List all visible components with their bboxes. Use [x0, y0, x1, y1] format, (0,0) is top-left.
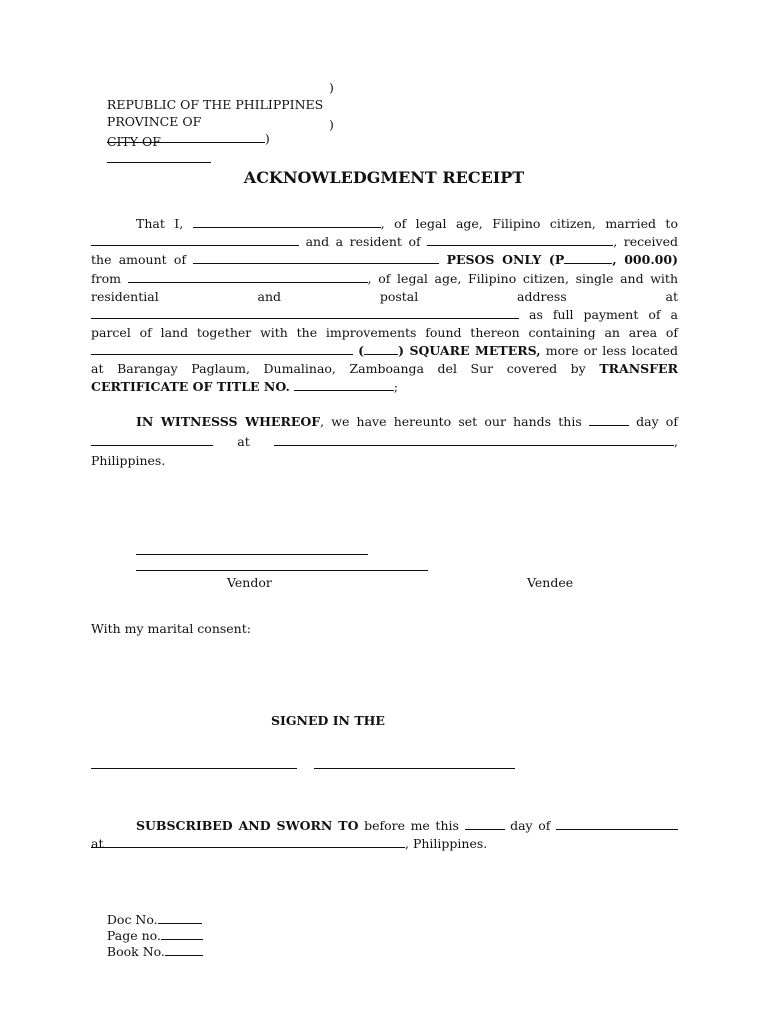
- body-text: , of legal age, Filipino citizen, married to: [380, 216, 678, 231]
- page-no-label: Page no.: [106, 928, 161, 943]
- jurat-text: SUBSCRIBED AND SWORN TO: [136, 818, 359, 833]
- buyer-name-blank[interactable]: [128, 272, 368, 283]
- header-paren-1: ): [329, 80, 334, 95]
- body-line-6: [91, 306, 678, 324]
- body-text: as full payment of a: [529, 307, 678, 322]
- jurat-text: at: [91, 836, 104, 851]
- jurat-text: before me this: [364, 818, 459, 833]
- witness-line-3: Philippines.: [91, 453, 166, 468]
- witness-text: ,: [674, 434, 678, 449]
- body-text: and a resident of: [305, 234, 421, 249]
- witness-place-blank[interactable]: [274, 435, 674, 446]
- witness-line-2: [91, 433, 678, 451]
- republic-label: REPUBLIC OF THE PHILIPPINES: [106, 97, 324, 112]
- body-text: That I,: [136, 216, 184, 231]
- body-text: the amount of: [91, 252, 187, 267]
- body-line-4: [91, 270, 678, 288]
- body-line-7: parcel of land together with the improvements found thereon containing an area of: [91, 325, 678, 340]
- jurat-line-2: [91, 835, 678, 853]
- jurat-month-blank[interactable]: [556, 819, 678, 830]
- amount-figure-blank[interactable]: [564, 253, 612, 264]
- body-line-3: [91, 251, 678, 269]
- body-text: , 000.00): [612, 252, 678, 267]
- body-text: , of legal age, Filipino citizen, single and with: [367, 271, 678, 286]
- book-no-blank[interactable]: [165, 945, 203, 956]
- jurat-text: day of: [510, 818, 551, 833]
- body-line-5: residential and postal address at: [91, 289, 678, 304]
- city-label: CITY OF: [106, 134, 161, 149]
- jurat-place-blank[interactable]: [91, 837, 405, 848]
- residence-blank[interactable]: [427, 235, 613, 246]
- signature-line-1[interactable]: [136, 554, 368, 555]
- jurat-day-blank[interactable]: [465, 819, 505, 830]
- header-paren-3: ): [329, 117, 334, 132]
- province-label: PROVINCE OF: [106, 114, 202, 129]
- witness-signature-line-1[interactable]: [91, 768, 297, 769]
- witness-text: day of: [636, 414, 678, 429]
- witness-month-blank[interactable]: [91, 435, 213, 446]
- document-title: ACKNOWLEDGMENT RECEIPT: [243, 168, 525, 187]
- province-paren: ): [264, 131, 270, 146]
- witness-text: at: [237, 434, 250, 449]
- body-text: more or less located: [545, 343, 678, 358]
- body-line-9: [91, 360, 678, 378]
- tct-number-blank[interactable]: [294, 380, 394, 391]
- witness-text: IN WITNESSS WHEREOF: [136, 414, 321, 429]
- body-text: PESOS ONLY (P: [446, 252, 565, 267]
- body-line-8: [91, 342, 678, 360]
- witness-line-1: [91, 413, 678, 431]
- city-blank[interactable]: [107, 152, 211, 163]
- body-line-2: [91, 233, 678, 251]
- address-blank[interactable]: [91, 308, 519, 319]
- marital-consent-label: With my marital consent:: [91, 621, 251, 636]
- vendee-label: Vendee: [527, 575, 574, 590]
- name-blank[interactable]: [193, 217, 381, 228]
- body-text: ) SQUARE METERS,: [398, 343, 541, 358]
- area-words-blank[interactable]: [91, 344, 353, 355]
- vendor-label: Vendor: [227, 575, 272, 590]
- amount-words-blank[interactable]: [193, 253, 439, 264]
- body-line-10: [91, 378, 678, 396]
- doc-no-label: Doc No.: [106, 912, 158, 927]
- signed-in-label: SIGNED IN THE: [271, 713, 385, 728]
- book-no-label: Book No.: [106, 944, 165, 959]
- body-text: ;: [393, 379, 399, 394]
- body-text: (: [358, 343, 365, 358]
- body-line-1: [91, 215, 678, 233]
- body-text: from: [91, 271, 121, 286]
- witness-text: , we have hereunto set our hands this: [320, 414, 582, 429]
- jurat-text: , Philippines.: [405, 836, 488, 851]
- body-text: TRANSFER: [599, 361, 678, 376]
- signature-line-2[interactable]: [136, 570, 428, 571]
- body-text: , received: [613, 234, 678, 249]
- area-figure-blank[interactable]: [364, 344, 398, 355]
- body-text: CERTIFICATE OF TITLE NO.: [91, 379, 290, 394]
- spouse-blank[interactable]: [91, 235, 299, 246]
- witness-day-blank[interactable]: [589, 415, 629, 426]
- witness-signature-line-2[interactable]: [314, 768, 515, 769]
- body-text: at Barangay Paglaum, Dumalinao, Zamboanga del Sur covered by: [91, 361, 586, 376]
- book-no: [91, 926, 203, 977]
